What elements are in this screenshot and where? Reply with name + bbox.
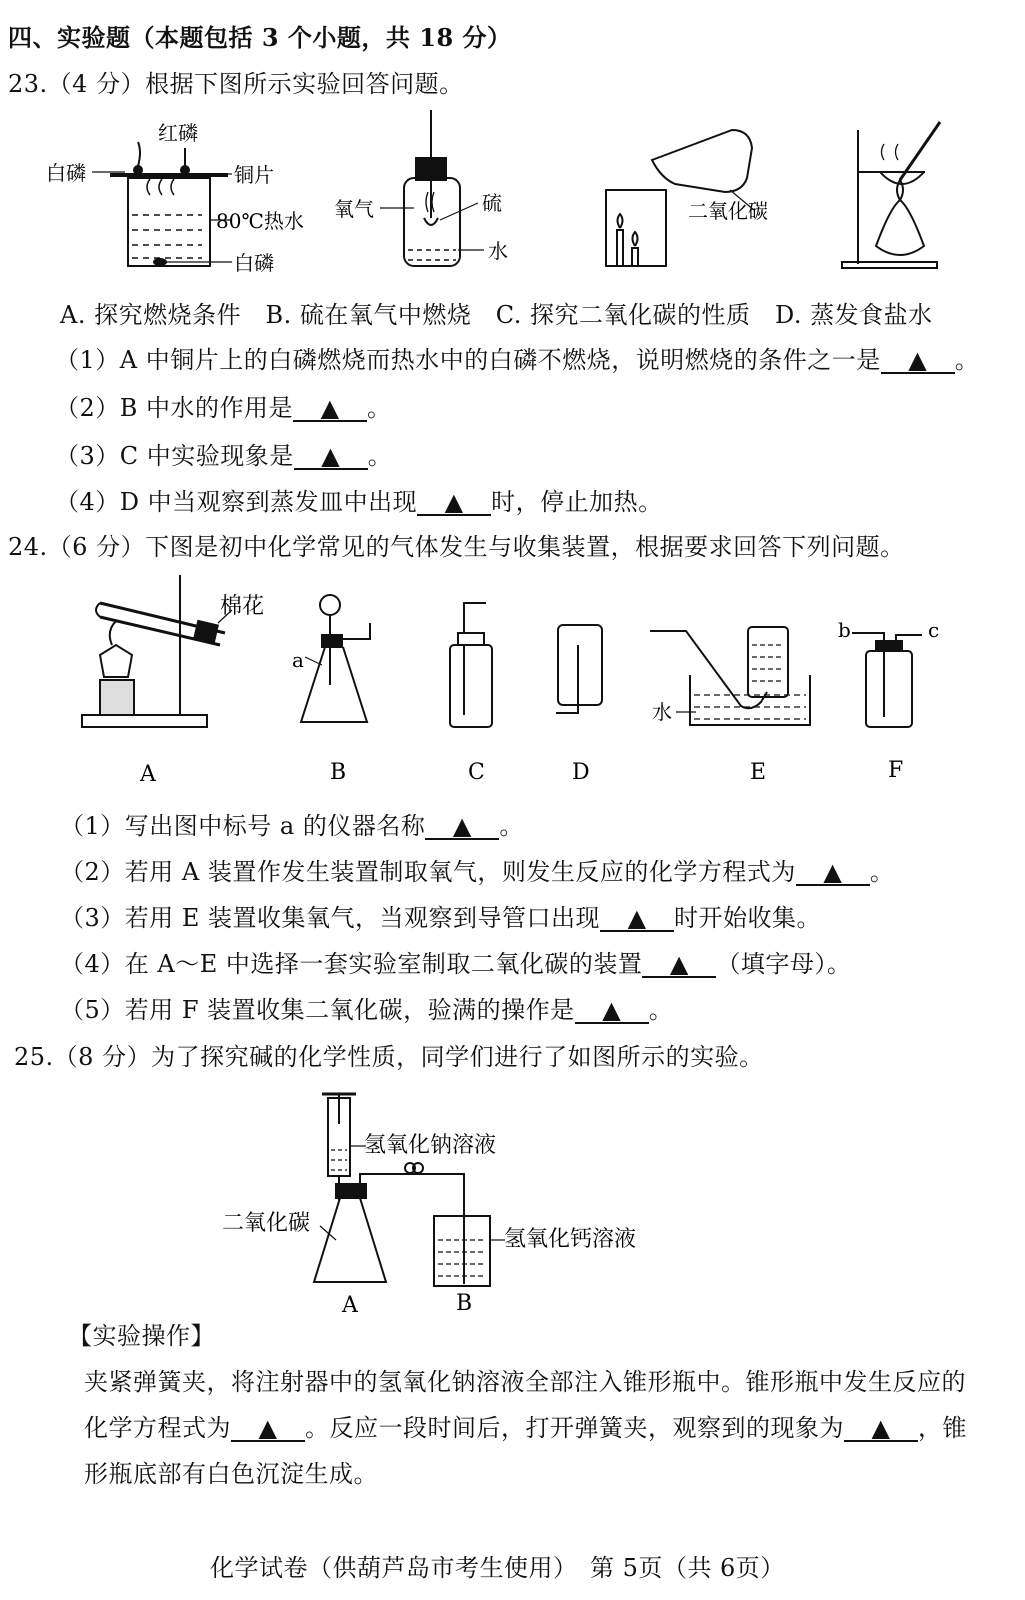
lbl-co2: 二氧化碳 bbox=[688, 199, 768, 223]
q25-op-line2: 化学方程式为 ▲ 。反应一段时间后，打开弹簧夹，观察到的现象为 ▲ ，锥 bbox=[84, 1414, 967, 1442]
lbl-sulfur: 硫 bbox=[482, 191, 502, 215]
caption-a: A. 探究燃烧条件 bbox=[60, 301, 242, 329]
letter-d: D bbox=[572, 760, 590, 785]
fig-f-bottle bbox=[866, 651, 912, 727]
lbl-oxygen: 氧气 bbox=[334, 197, 374, 221]
lbl-white-p-bottom: 白磷 bbox=[234, 251, 274, 275]
answer-blank[interactable]: ▲ bbox=[293, 396, 367, 422]
lbl-copper-sheet: 铜片 bbox=[234, 163, 274, 187]
fig-d-lamp bbox=[876, 200, 924, 255]
fig-flask bbox=[314, 1198, 386, 1282]
lbl-a: a bbox=[292, 648, 304, 672]
lbl-cotton: 棉花 bbox=[220, 594, 265, 619]
q25-op-title: 【实验操作】 bbox=[68, 1322, 215, 1350]
q25-figure bbox=[0, 1080, 1025, 1320]
fig-d-bottle bbox=[558, 625, 602, 705]
fig-c-bottle bbox=[450, 645, 492, 727]
answer-blank[interactable]: ▲ bbox=[642, 952, 716, 978]
caption-c: C. 探究二氧化碳的性质 bbox=[495, 301, 751, 329]
lbl-water: 水 bbox=[488, 239, 508, 263]
q24-item-1: （1）写出图中标号 a 的仪器名称 ▲ 。 bbox=[60, 812, 524, 840]
caption-d: D. 蒸发食盐水 bbox=[774, 301, 933, 329]
caption-b: B. 硫在氧气中燃烧 bbox=[265, 301, 472, 329]
lbl-water-e: 水 bbox=[652, 700, 672, 724]
fig-e-trough bbox=[690, 675, 810, 725]
answer-blank[interactable]: ▲ bbox=[796, 860, 870, 886]
answer-blank[interactable]: ▲ bbox=[600, 906, 674, 932]
answer-blank[interactable]: ▲ bbox=[881, 348, 955, 374]
lbl-co2-25: 二氧化碳 bbox=[222, 1211, 311, 1236]
lbl-red-phosphorus: 红磷 bbox=[158, 121, 198, 145]
q24-figures bbox=[0, 565, 1025, 795]
answer-blank[interactable]: ▲ bbox=[425, 814, 499, 840]
letter-f: F bbox=[888, 758, 904, 783]
q24-stem: 24.（6 分）下图是初中化学常见的气体发生与收集装置，根据要求回答下列问题。 bbox=[8, 533, 905, 561]
lbl-white-p-top: 白磷 bbox=[46, 161, 86, 185]
answer-blank[interactable]: ▲ bbox=[844, 1416, 918, 1442]
page-footer: 化学试卷（供葫芦岛市考生使用） 第 5页（共 6页） bbox=[210, 1554, 785, 1582]
q24-item-4: （4）在 A～E 中选择一套实验室制取二氧化碳的装置 ▲ （填字母）。 bbox=[60, 950, 852, 978]
fig-a-base bbox=[82, 715, 207, 727]
lbl-b: b bbox=[838, 618, 851, 642]
q23-stem: 23.（4 分）根据下图所示实验回答问题。 bbox=[8, 70, 464, 98]
q25-op-line1: 夹紧弹簧夹，将注射器中的氢氧化钠溶液全部注入锥形瓶中。锥形瓶中发生反应的 bbox=[84, 1368, 966, 1396]
answer-blank[interactable]: ▲ bbox=[231, 1416, 305, 1442]
fig-a-lamp bbox=[100, 645, 132, 677]
q25-op-line3: 形瓶底部有白色沉淀生成。 bbox=[84, 1460, 378, 1488]
letter-a: A bbox=[140, 762, 156, 787]
letter-e: E bbox=[750, 760, 767, 785]
lbl-c: c bbox=[928, 618, 940, 642]
fig-a-beaker bbox=[128, 178, 210, 266]
q23-item-1: （1）A 中铜片上的白磷燃烧而热水中的白磷不燃烧，说明燃烧的条件之一是 ▲ 。 bbox=[55, 346, 980, 374]
q23-item-4: （4）D 中当观察到蒸发皿中出现 ▲ 时，停止加热。 bbox=[55, 488, 663, 516]
q23-item-3: （3）C 中实验现象是 ▲ 。 bbox=[55, 442, 393, 470]
lbl-fig-a: A bbox=[342, 1293, 358, 1318]
q24-item-5: （5）若用 F 装置收集二氧化碳，验满的操作是 ▲ 。 bbox=[60, 996, 674, 1024]
lbl-fig-b: B bbox=[456, 1291, 473, 1316]
q23-figures bbox=[0, 100, 1025, 290]
q24-item-2: （2）若用 A 装置作发生装置制取氧气，则发生反应的化学方程式为 ▲ 。 bbox=[60, 858, 895, 886]
answer-blank[interactable]: ▲ bbox=[294, 444, 368, 470]
fig-c-co2-bottle bbox=[652, 130, 752, 192]
q23-captions bbox=[60, 295, 933, 330]
fig-c-beaker bbox=[606, 190, 666, 266]
fig-b-flask bbox=[301, 647, 367, 722]
lbl-naoh: 氢氧化钠溶液 bbox=[364, 1133, 497, 1158]
letter-c: C bbox=[468, 760, 485, 785]
answer-blank[interactable]: ▲ bbox=[575, 998, 649, 1024]
section-title: 四、实验题（本题包括 3 个小题，共 18 分） bbox=[8, 23, 512, 52]
q24-item-3: （3）若用 E 装置收集氧气，当观察到导管口出现 ▲ 时开始收集。 bbox=[60, 904, 822, 932]
q23-item-2: （2）B 中水的作用是 ▲ 。 bbox=[55, 394, 392, 422]
lbl-caoh: 氢氧化钙溶液 bbox=[504, 1227, 637, 1252]
letter-b: B bbox=[330, 760, 347, 785]
q25-stem: 25.（8 分）为了探究碱的化学性质，同学们进行了如图所示的实验。 bbox=[14, 1043, 764, 1071]
lbl-hot-water: 80℃热水 bbox=[216, 209, 304, 233]
answer-blank[interactable]: ▲ bbox=[417, 490, 491, 516]
